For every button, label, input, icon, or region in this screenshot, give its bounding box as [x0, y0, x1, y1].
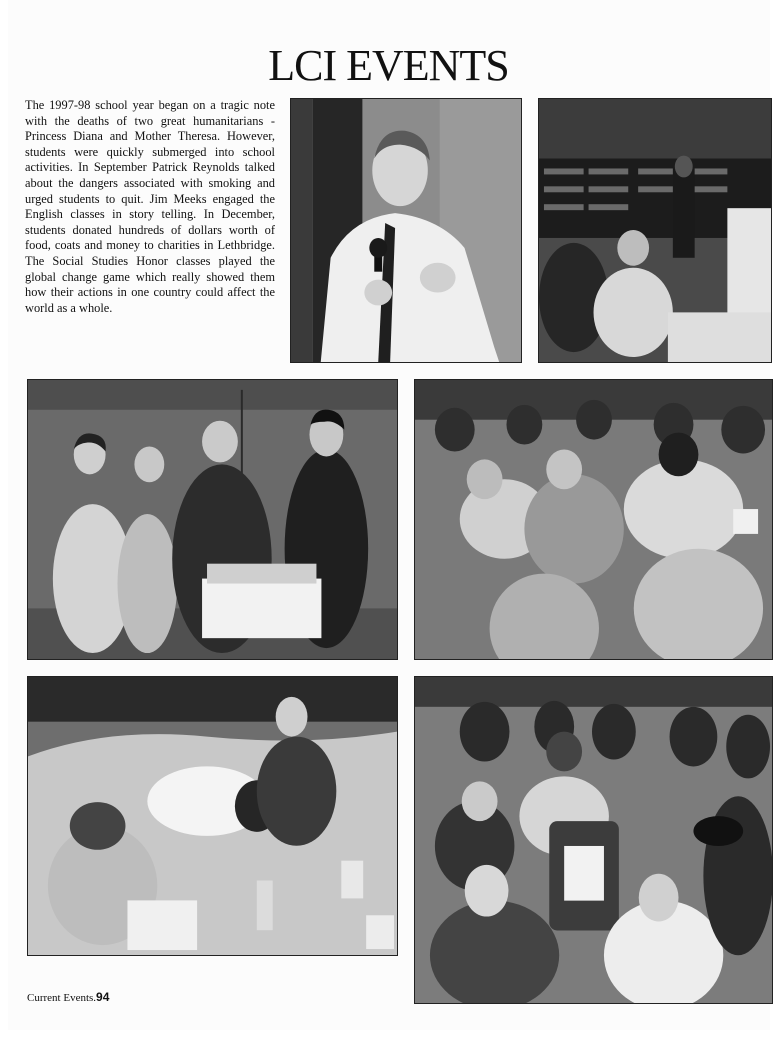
photo-donations [27, 379, 398, 660]
page-title: LCI EVENTS [268, 41, 509, 90]
footer-section-label: Current Events. [27, 992, 97, 1004]
page-number: 94 [96, 990, 110, 1004]
intro-paragraph: The 1997-98 school year began on a tragic note with the deaths of two great humanitarians - Princess Diana and Mother Theresa. However, students were quickly submerged into school activities. In September Patrick Reynolds talked about the dangers associated with smoking and urged students to quit. Jim Meeks engaged the English classes in story telling. In December, students donated hundreds of dollars worth of food, coats and money to charities in Lethbridge. The Social Studies Honor classes played the global change game which really showed them how their actions in one country could affect the world as a whole. [25, 98, 275, 315]
photo-map-game [27, 676, 398, 956]
photo-gym-crowd [414, 676, 773, 1004]
photo-game-floor [414, 379, 773, 660]
photo-speaker [290, 98, 522, 363]
page-footer [27, 990, 109, 1004]
photo-library [538, 98, 772, 363]
